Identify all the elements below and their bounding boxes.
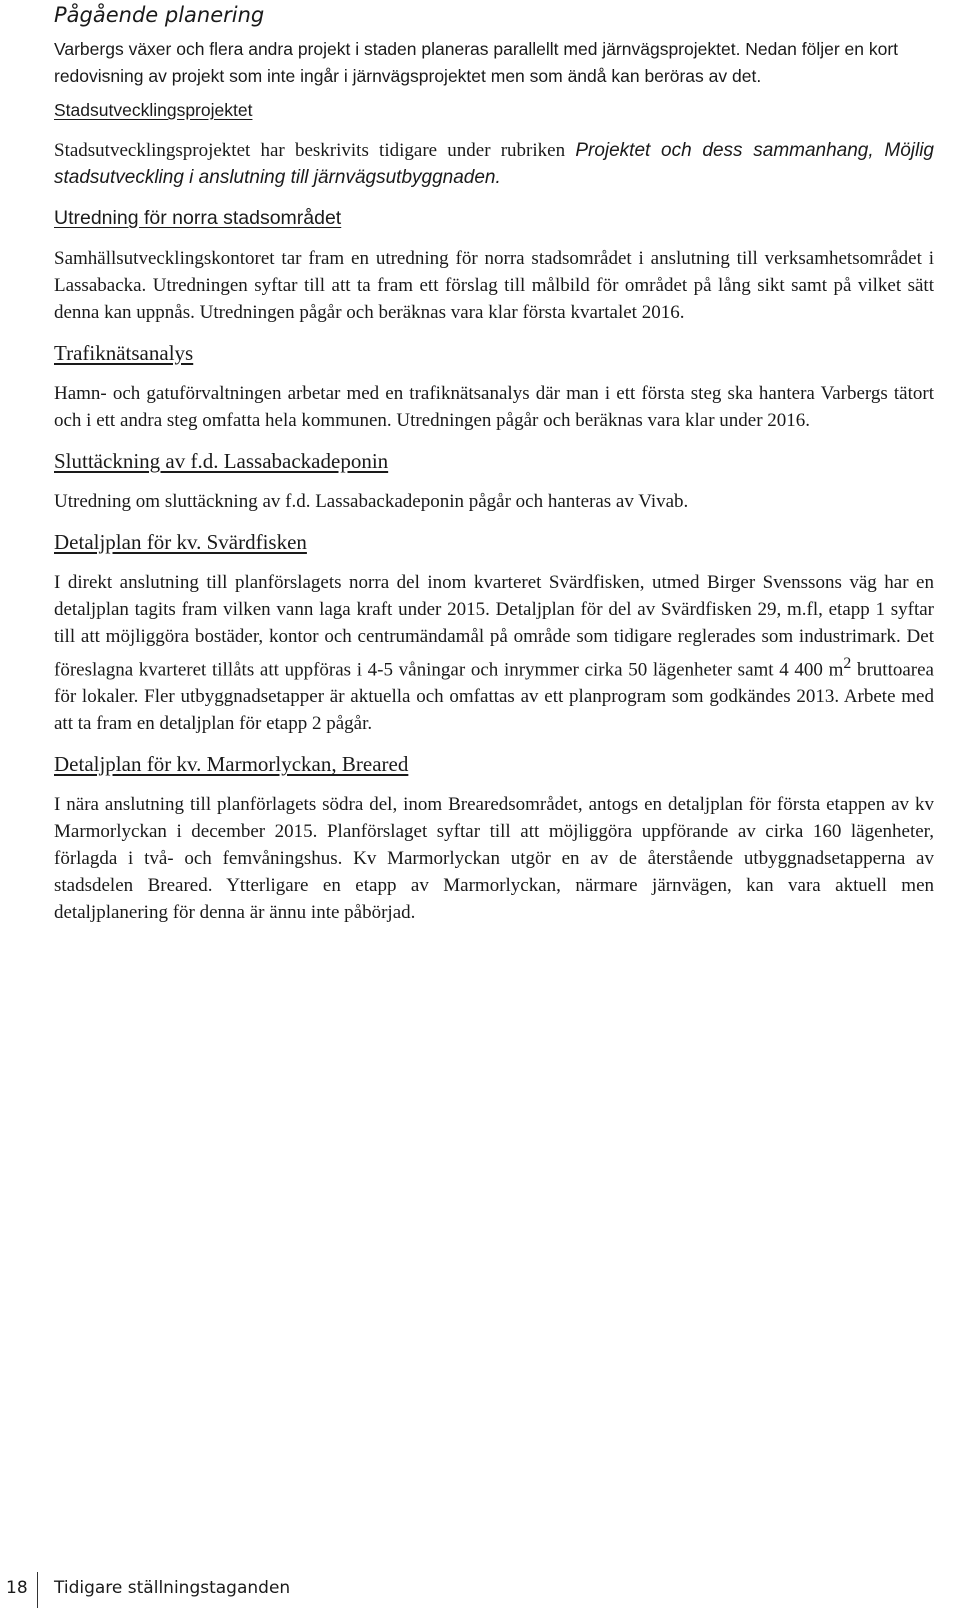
section-heading: Stadsutvecklingsprojektet [54,100,253,120]
section-sluttackning [54,448,934,515]
section-stadsutvecklingsprojektet [54,97,934,191]
section-body-text: Stadsutvecklingsprojektet har beskrivits tidigare under rubriken [54,140,576,161]
section-body: Samhällsutvecklingskontoret tar fram en utredning för norra stadsområdet i anslutning till verksamhetsområdet i Lassabacka. Utredningen syftar till att ta fram ett förslag till målbild för området på lång sikt samt på vilket sätt denna kan uppnås. Utredningen pågår och beräknas vara klar första kvartalet 2016. [54,248,934,323]
section-utredning-norra [54,205,934,326]
section-body [54,569,934,737]
section-trafiknatsanalys [54,340,934,434]
section-body [54,137,934,191]
section-body-emphasis: Projektet och dess sammanhang, Möjlig stadsutveckling i anslutning till järnvägsutbyggnaden. [54,140,935,188]
section-heading: Detaljplan för kv. Marmorlyckan, Breared [54,752,409,777]
section-heading: Utredning för norra stadsområdet [54,207,342,229]
section-heading: Detaljplan för kv. Svärdfisken [54,530,307,554]
footer-label: Tidigare ställningstaganden [54,1578,291,1598]
section-body: I nära anslutning till planförlagets södra del, inom Brearedsområdet, antogs en detaljplan för första etappen av kv Marmorlyckan i december 2015. Planförslaget syftar till att möjliggöra uppförande av cirka 160 lägenheter, förlagda i två- och femvåningshus. Kv Marmorlyckan utgör en av de återstående utbyggnadsetapperna av stadsdelen Breared. Ytterligare en etapp av Marmorlyckan, närmare järnvägen, kan vara aktuell men detaljplanering för denna är ännu inte påbörjad. [54,794,934,924]
section-body: Hamn- och gatuförvaltningen arbetar med en trafiknätsanalys där man i ett första steg ska hantera Varbergs tätort och i ett andra steg omfatta hela kommunen. Utredningen pågår och beräknas vara klar under 2016. [54,383,934,431]
footer-divider [37,1572,38,1608]
section-heading: Trafiknätsanalys [54,341,194,365]
section-body: Utredning om sluttäckning av f.d. Lassabackadeponin pågår och hanteras av Vivab. [54,491,689,512]
page-number: 18 [6,1578,28,1598]
document-page [54,0,934,940]
superscript: 2 [843,655,852,672]
page-title: Pågående planering [54,3,265,27]
section-svardfisken [54,529,934,737]
section-body-text-end: bruttoarea för lokaler. Fler utbyggnadsetapper är aktuella och omfattas av ett planprogram som godkändes 2013. Arbete med att ta fram en detaljplan för etapp 2 pågår. [54,659,934,735]
page-footer [0,1572,960,1608]
section-heading: Sluttäckning av f.d. Lassabackadeponin [54,449,389,473]
section-marmorlyckan [54,751,934,926]
intro-paragraph: Varbergs växer och flera andra projekt i staden planeras parallellt med järnvägsprojektet. Nedan följer en kort redovisning av projekt som inte ingår i järnvägsprojektet men som ändå kan beröras av det. [54,39,899,86]
section-body-text: I direkt anslutning till planförslagets norra del inom kvarteret Svärdfisken, utmed Birger Svenssons väg har en detaljplan tagits fram vilken vann laga kraft under 2015. Detaljplan för del av Svärdfisken 29, m.fl, etapp 1 syftar till att möjliggöra bostäder, kontor och centrumändamål på område som tidigare reglerades som industrimark. Det föreslagna kvarteret tillåts att uppföras i 4-5 våningar och inrymmer cirka 50 lägenheter samt 4 400 m [54,572,934,681]
